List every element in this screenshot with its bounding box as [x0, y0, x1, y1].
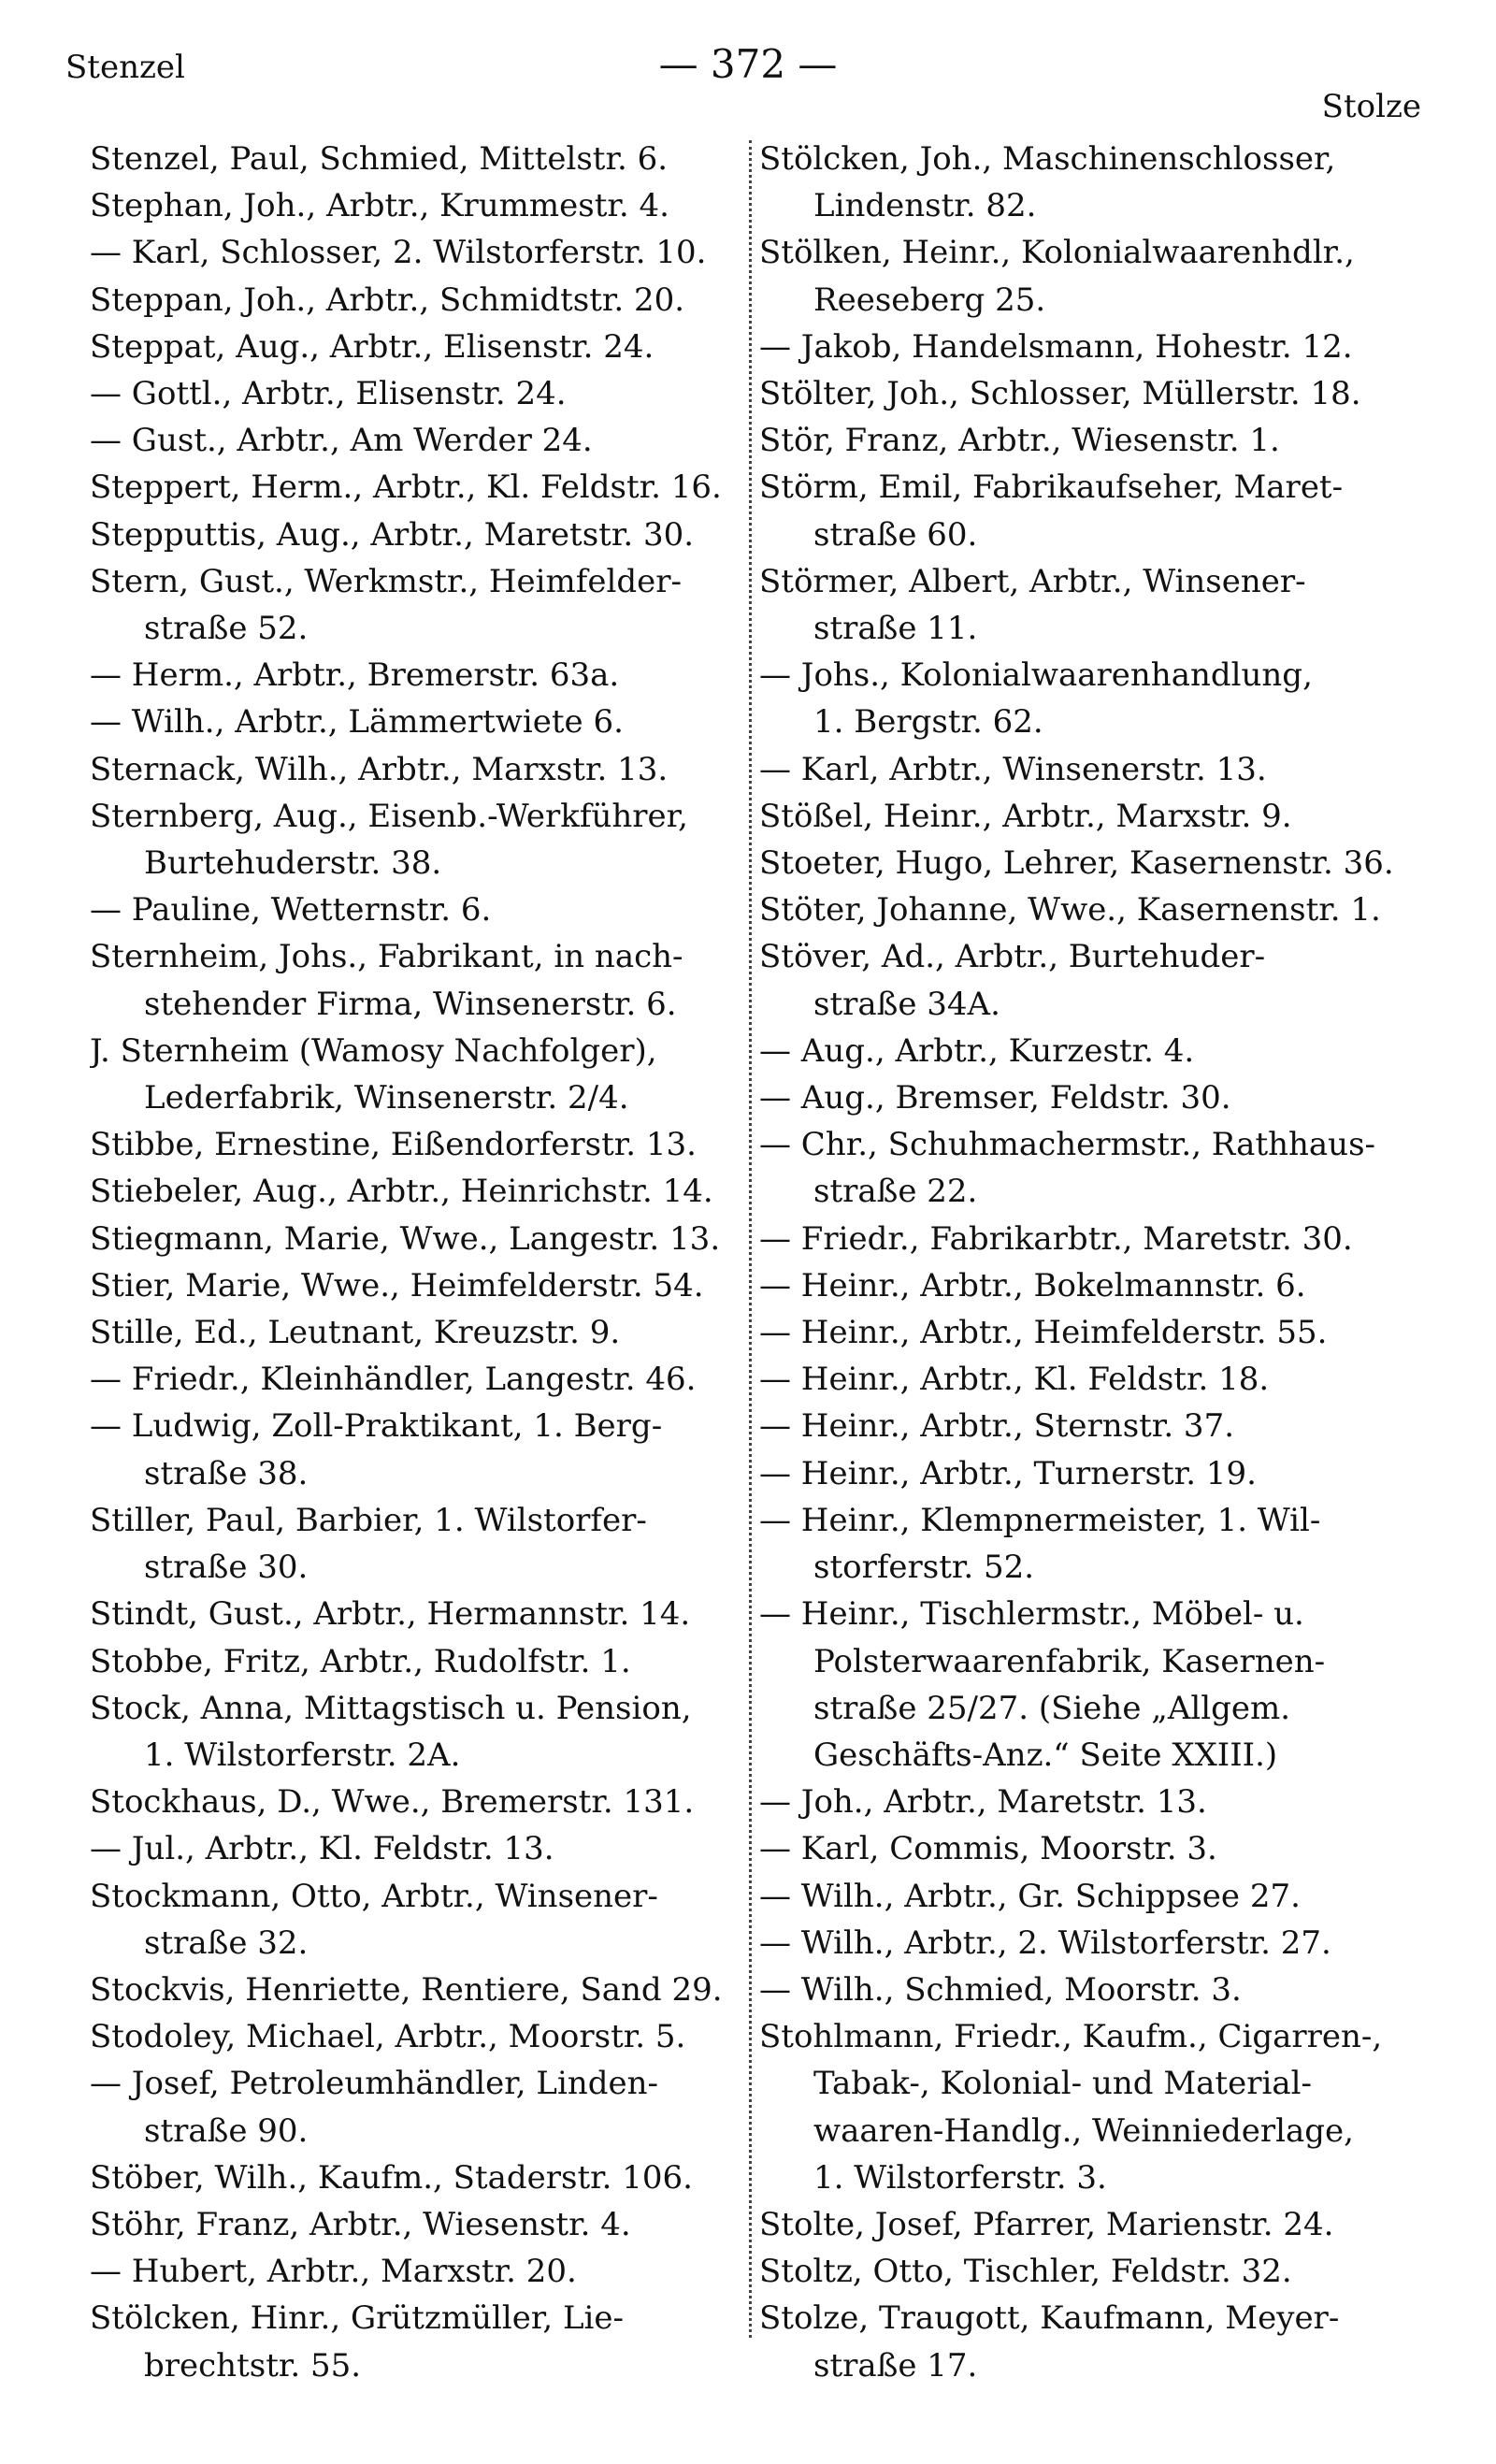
directory-entry: — Wilh., Arbtr., Lämmertwiete 6. [90, 703, 624, 742]
right-column [759, 136, 1421, 2389]
directory-entry: Stölcken, Hinr., Grützmüller, Lie- [90, 2299, 625, 2338]
directory-entry: Stoeter, Hugo, Lehrer, Kasernenstr. 36. [759, 844, 1394, 883]
directory-entry: Stille, Ed., Leutnant, Kreuzstr. 9. [90, 1314, 621, 1352]
directory-entry: Stodoley, Michael, Arbtr., Moorstr. 5. [90, 2018, 686, 2056]
directory-entry: straße 90. [144, 2111, 309, 2150]
directory-entry: Stenzel, Paul, Schmied, Mittelstr. 6. [90, 140, 669, 178]
directory-entry: Stölter, Joh., Schlosser, Müllerstr. 18. [759, 375, 1361, 413]
directory-entry: — Jakob, Handelsmann, Hohestr. 12. [759, 327, 1353, 366]
directory-entry: Polsterwaarenfabrik, Kasernen- [813, 1642, 1326, 1680]
directory-entry: Stohlmann, Friedr., Kaufm., Cigarren-, [759, 2018, 1383, 2056]
directory-entry: Stindt, Gust., Arbtr., Hermannstr. 14. [90, 1595, 691, 1634]
directory-entry: — Heinr., Arbtr., Heimfelderstr. 55. [759, 1314, 1328, 1352]
directory-entry: Stobbe, Fritz, Arbtr., Rudolfstr. 1. [90, 1642, 631, 1680]
directory-entry: — Josef, Petroleumhändler, Linden- [90, 2065, 659, 2103]
directory-entry: straße 25/27. (Siehe „Allgem. [813, 1689, 1291, 1727]
directory-entry: — Gust., Arbtr., Am Werder 24. [90, 422, 593, 460]
directory-entry: — Friedr., Fabrikarbtr., Maretstr. 30. [759, 1219, 1353, 1258]
directory-entry: straße 30. [144, 1549, 309, 1587]
directory-entry: Stockhaus, D., Wwe., Bremerstr. 131. [90, 1783, 695, 1822]
directory-entry: straße 38. [144, 1454, 309, 1492]
directory-entry: — Heinr., Arbtr., Bokelmannstr. 6. [759, 1266, 1306, 1304]
directory-entry: straße 52. [144, 610, 309, 648]
directory-entry: Sternheim, Johs., Fabrikant, in nach- [90, 938, 683, 976]
directory-entry: — Joh., Arbtr., Maretstr. 13. [759, 1783, 1207, 1822]
directory-entry: Stoltz, Otto, Tischler, Feldstr. 32. [759, 2253, 1292, 2291]
directory-entry: — Wilh., Arbtr., Gr. Schippsee 27. [759, 1877, 1301, 1915]
directory-entry: storferstr. 52. [813, 1549, 1035, 1587]
directory-entry: straße 17. [813, 2346, 978, 2385]
directory-entry: Störmer, Albert, Arbtr., Winsener- [759, 562, 1306, 600]
header-right-catchword: Stolze [1321, 88, 1421, 125]
directory-entry: Stiegmann, Marie, Wwe., Langestr. 13. [90, 1219, 721, 1258]
directory-entry: — Heinr., Tischlermstr., Möbel- u. [759, 1595, 1304, 1634]
directory-entry: stehender Firma, Winsenerstr. 6. [144, 985, 677, 1023]
directory-entry: Burtehuderstr. 38. [144, 844, 442, 883]
directory-entry: Stepputtis, Aug., Arbtr., Maretstr. 30. [90, 515, 695, 554]
directory-entry: Lederfabrik, Winsenerstr. 2/4. [144, 1079, 629, 1117]
directory-entry: — Karl, Schlosser, 2. Wilstorferstr. 10. [90, 234, 707, 272]
directory-entry: Reeseberg 25. [813, 281, 1046, 319]
directory-entry: Stöhr, Franz, Arbtr., Wiesenstr. 4. [90, 2205, 631, 2243]
directory-entry: Störm, Emil, Fabrikaufseher, Maret- [759, 468, 1344, 507]
directory-entry: Stöver, Ad., Arbtr., Burtehuder- [759, 938, 1266, 976]
directory-entry: — Ludwig, Zoll-Praktikant, 1. Berg- [90, 1407, 663, 1446]
directory-entry: Stephan, Joh., Arbtr., Krummestr. 4. [90, 187, 669, 225]
directory-entry: — Hubert, Arbtr., Marxstr. 20. [90, 2253, 577, 2291]
directory-entry: waaren-Handlg., Weinniederlage, [813, 2111, 1354, 2150]
directory-entry: — Gottl., Arbtr., Elisenstr. 24. [90, 375, 567, 413]
directory-entry: — Karl, Arbtr., Winsenerstr. 13. [759, 750, 1267, 788]
directory-entry: straße 11. [813, 610, 978, 648]
directory-entry: 1. Wilstorferstr. 3. [813, 2158, 1107, 2197]
directory-entry: — Wilh., Schmied, Moorstr. 3. [759, 1970, 1242, 2009]
directory-entry: Stolze, Traugott, Kaufmann, Meyer- [759, 2299, 1340, 2338]
directory-entry: Stock, Anna, Mittagstisch u. Pension, [90, 1689, 692, 1727]
directory-entry: Sternack, Wilh., Arbtr., Marxstr. 13. [90, 750, 669, 788]
directory-entry: 1. Wilstorferstr. 2A. [144, 1736, 461, 1774]
directory-entry: — Johs., Kolonialwaarenhandlung, [759, 656, 1313, 695]
directory-entry: — Wilh., Arbtr., 2. Wilstorferstr. 27. [759, 1924, 1331, 1962]
directory-entry: Stier, Marie, Wwe., Heimfelderstr. 54. [90, 1266, 704, 1304]
directory-entry: Stern, Gust., Werkmstr., Heimfelder- [90, 562, 682, 600]
left-column [90, 136, 735, 2389]
directory-entry: straße 22. [813, 1173, 978, 1211]
directory-entry: Stör, Franz, Arbtr., Wiesenstr. 1. [759, 422, 1280, 460]
directory-entry: Stiller, Paul, Barbier, 1. Wilstorfer- [90, 1501, 647, 1539]
column-divider [749, 140, 752, 2338]
directory-entry: straße 60. [813, 515, 978, 554]
directory-entry: Stibbe, Ernestine, Eißendorferstr. 13. [90, 1126, 697, 1164]
directory-entry: Lindenstr. 82. [813, 187, 1037, 225]
directory-entry: Stöber, Wilh., Kaufm., Staderstr. 106. [90, 2158, 693, 2197]
directory-entry: J. Sternheim (Wamosy Nachfolger), [90, 1031, 657, 1070]
directory-entry: Stölcken, Joh., Maschinenschlosser, [759, 140, 1336, 178]
directory-entry: Steppat, Aug., Arbtr., Elisenstr. 24. [90, 327, 654, 366]
directory-entry: Stölken, Heinr., Kolonialwaarenhdlr., [759, 234, 1355, 272]
directory-entry: — Friedr., Kleinhändler, Langestr. 46. [90, 1361, 697, 1399]
directory-entry: Stockmann, Otto, Arbtr., Winsener- [90, 1877, 658, 1915]
directory-entry: straße 34A. [813, 985, 1000, 1023]
directory-entry: Sternberg, Aug., Eisenb.-Werkführer, [90, 797, 688, 835]
directory-entry: Stöter, Johanne, Wwe., Kasernenstr. 1. [759, 891, 1381, 929]
directory-entry: 1. Bergstr. 62. [813, 703, 1043, 742]
directory-entry: — Pauline, Wetternstr. 6. [90, 891, 492, 929]
directory-entry: — Heinr., Arbtr., Turnerstr. 19. [759, 1454, 1257, 1492]
directory-entry: — Karl, Commis, Moorstr. 3. [759, 1830, 1217, 1868]
directory-entry: Stolte, Josef, Pfarrer, Marienstr. 24. [759, 2205, 1334, 2243]
directory-entry: Stößel, Heinr., Arbtr., Marxstr. 9. [759, 797, 1292, 835]
directory-entry: — Herm., Arbtr., Bremerstr. 63a. [90, 656, 620, 695]
directory-entry: — Chr., Schuhmachermstr., Rathhaus- [759, 1126, 1376, 1164]
directory-entry: — Heinr., Arbtr., Sternstr. 37. [759, 1407, 1235, 1446]
directory-entry: Steppert, Herm., Arbtr., Kl. Feldstr. 16. [90, 468, 722, 507]
directory-entry: Steppan, Joh., Arbtr., Schmidtstr. 20. [90, 281, 685, 319]
directory-entry: straße 32. [144, 1924, 309, 1962]
directory-entry: — Jul., Arbtr., Kl. Feldstr. 13. [90, 1830, 554, 1868]
running-head [0, 41, 1496, 125]
directory-entry: — Aug., Arbtr., Kurzestr. 4. [759, 1031, 1195, 1070]
directory-entry: Stockvis, Henriette, Rentiere, Sand 29. [90, 1970, 723, 2009]
directory-entry: — Heinr., Arbtr., Kl. Feldstr. 18. [759, 1361, 1270, 1399]
directory-entry: brechtstr. 55. [144, 2346, 362, 2385]
directory-entry: — Aug., Bremser, Feldstr. 30. [759, 1079, 1231, 1117]
directory-entry: Stiebeler, Aug., Arbtr., Heinrichstr. 14. [90, 1173, 713, 1211]
header-left-catchword: Stenzel [65, 49, 185, 86]
directory-entry: Tabak-, Kolonial- und Material- [813, 2065, 1312, 2103]
directory-entry: Geschäfts-Anz.“ Seite XXIII.) [813, 1736, 1278, 1774]
page-number: — 372 — [658, 41, 838, 87]
directory-entry: — Heinr., Klempnermeister, 1. Wil- [759, 1501, 1321, 1539]
